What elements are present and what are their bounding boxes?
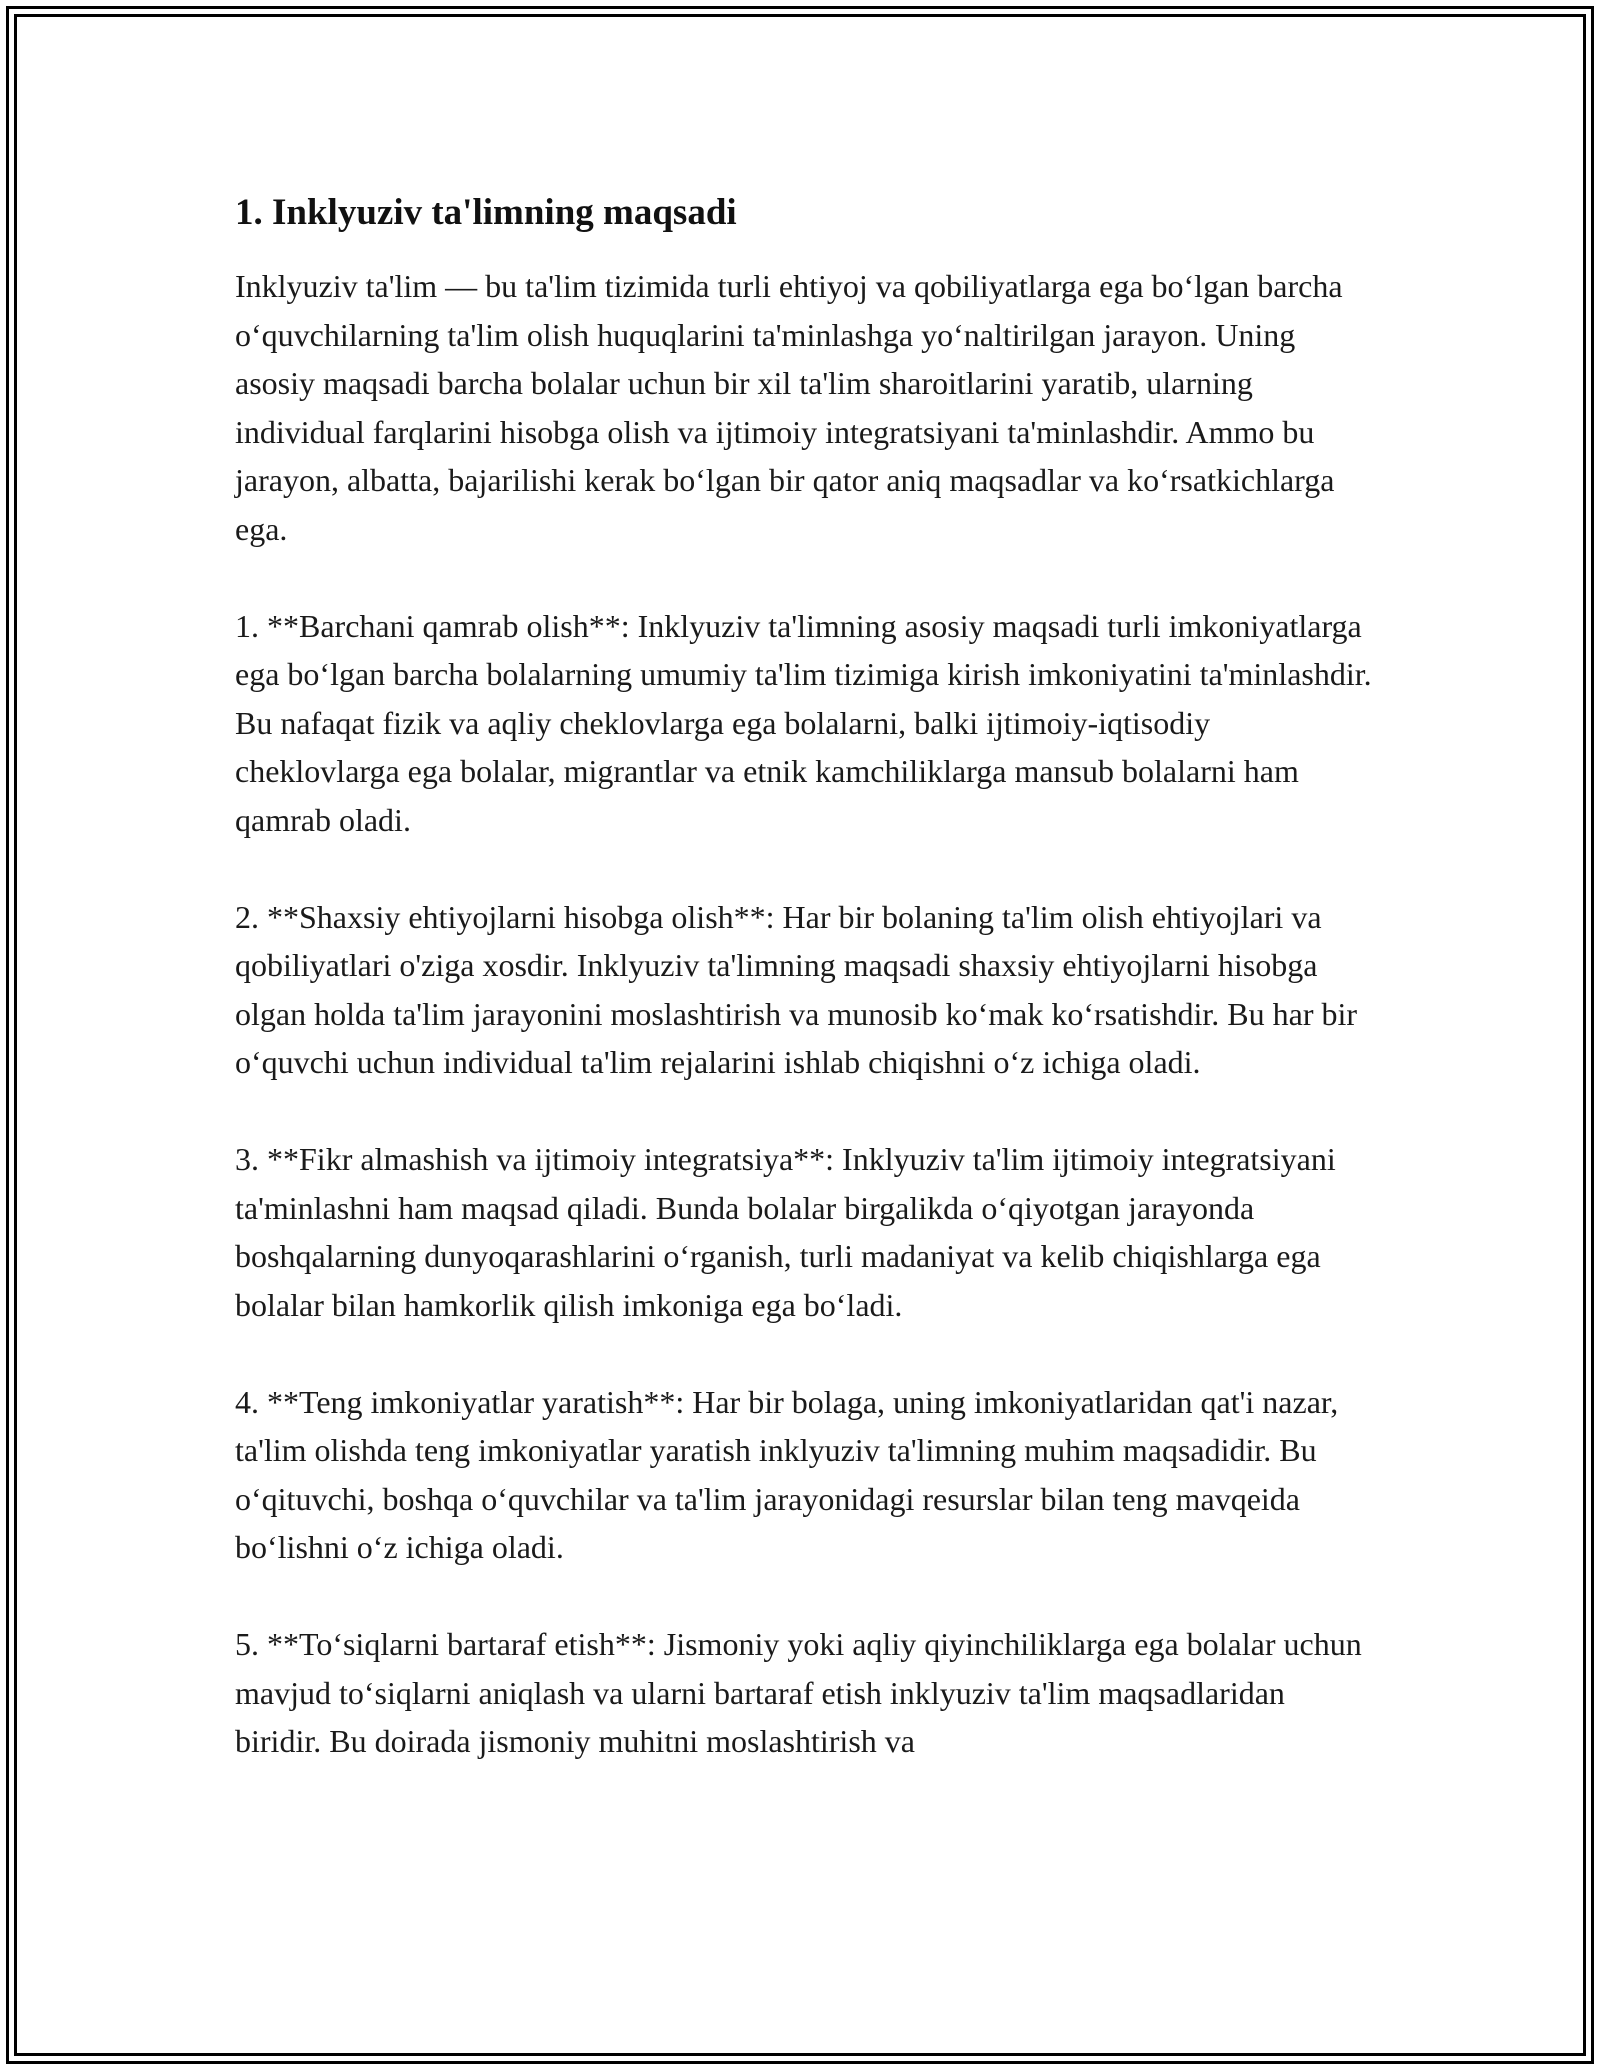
section-heading: 1. Inklyuziv ta'limning maqsadi	[235, 192, 737, 233]
list-item-1: 1. **Barchani qamrab olish**: Inklyuziv ta'limning asosiy maqsadi turli imkoniyatlarga ega bo‘lgan barcha bolalarning umumiy ta'lim tizimiga kirish imkoniyatini ta'minlashdir. Bu nafaqat fizik va aqliy cheklovlarga ega bolalarni, balki ijtimoiy-iqtisodiy cheklovlarga ega bolalar, migrantlar va etnik kamchiliklarga mansub bolalarni ham qamrab oladi.	[235, 607, 1372, 838]
list-item-5: 5. **To‘siqlarni bartaraf etish**: Jismoniy yoki aqliy qiyinchiliklarga ega bolalar uchun mavjud to‘siqlarni aniqlash va ularni bartaraf etish inklyuziv ta'lim maqsadlaridan biridir. Bu doirada jismoniy muhitni moslashtirish va	[235, 1626, 1362, 1759]
document-body	[235, 186, 1375, 1814]
list-item-3: 3. **Fikr almashish va ijtimoiy integratsiya**: Inklyuziv ta'lim ijtimoiy integratsiyani ta'minlashni ham maqsad qiladi. Bunda bolalar birgalikda o‘qiyotgan jarayonda boshqalarning dunyoqarashlarini o‘rganish, turli madaniyat va kelib chiqishlarga ega bolalar bilan hamkorlik qilish imkoniga ega bo‘ladi.	[235, 1141, 1336, 1323]
list-item-4: 4. **Teng imkoniyatlar yaratish**: Har bir bolaga, uning imkoniyatlaridan qat'i nazar, ta'lim olishda teng imkoniyatlar yaratish inklyuziv ta'limning muhim maqsadidir. Bu o‘qituvchi, boshqa o‘quvchilar va ta'lim jarayonidagi resurslar bilan teng mavqeida bo‘lishni o‘z ichiga oladi.	[235, 1383, 1339, 1565]
list-item-2: 2. **Shaxsiy ehtiyojlarni hisobga olish**: Har bir bolaning ta'lim olish ehtiyojlari va qobiliyatlari o'ziga xosdir. Inklyuziv ta'limning maqsadi shaxsiy ehtiyojlarni hisobga olgan holda ta'lim jarayonini moslashtirish va munosib ko‘mak ko‘rsatishdir. Bu har bir o‘quvchi uchun individual ta'lim rejalarini ishlab chiqishni o‘z ichiga oladi.	[235, 898, 1358, 1080]
intro-paragraph: Inklyuziv ta'lim — bu ta'lim tizimida turli ehtiyoj va qobiliyatlarga ega bo‘lgan barcha o‘quvchilarning ta'lim olish huquqlarini ta'minlashga yo‘naltirilgan jarayon. Uning asosiy maqsadi barcha bolalar uchun bir xil ta'lim sharoitlarini yaratib, ularning individual farqlarini hisobga olish va ijtimoiy integratsiyani ta'minlashdir. Ammo bu jarayon, albatta, bajarilishi kerak bo‘lgan bir qator aniq maqsadlar va ko‘rsatkichlarga ega.	[235, 268, 1343, 547]
